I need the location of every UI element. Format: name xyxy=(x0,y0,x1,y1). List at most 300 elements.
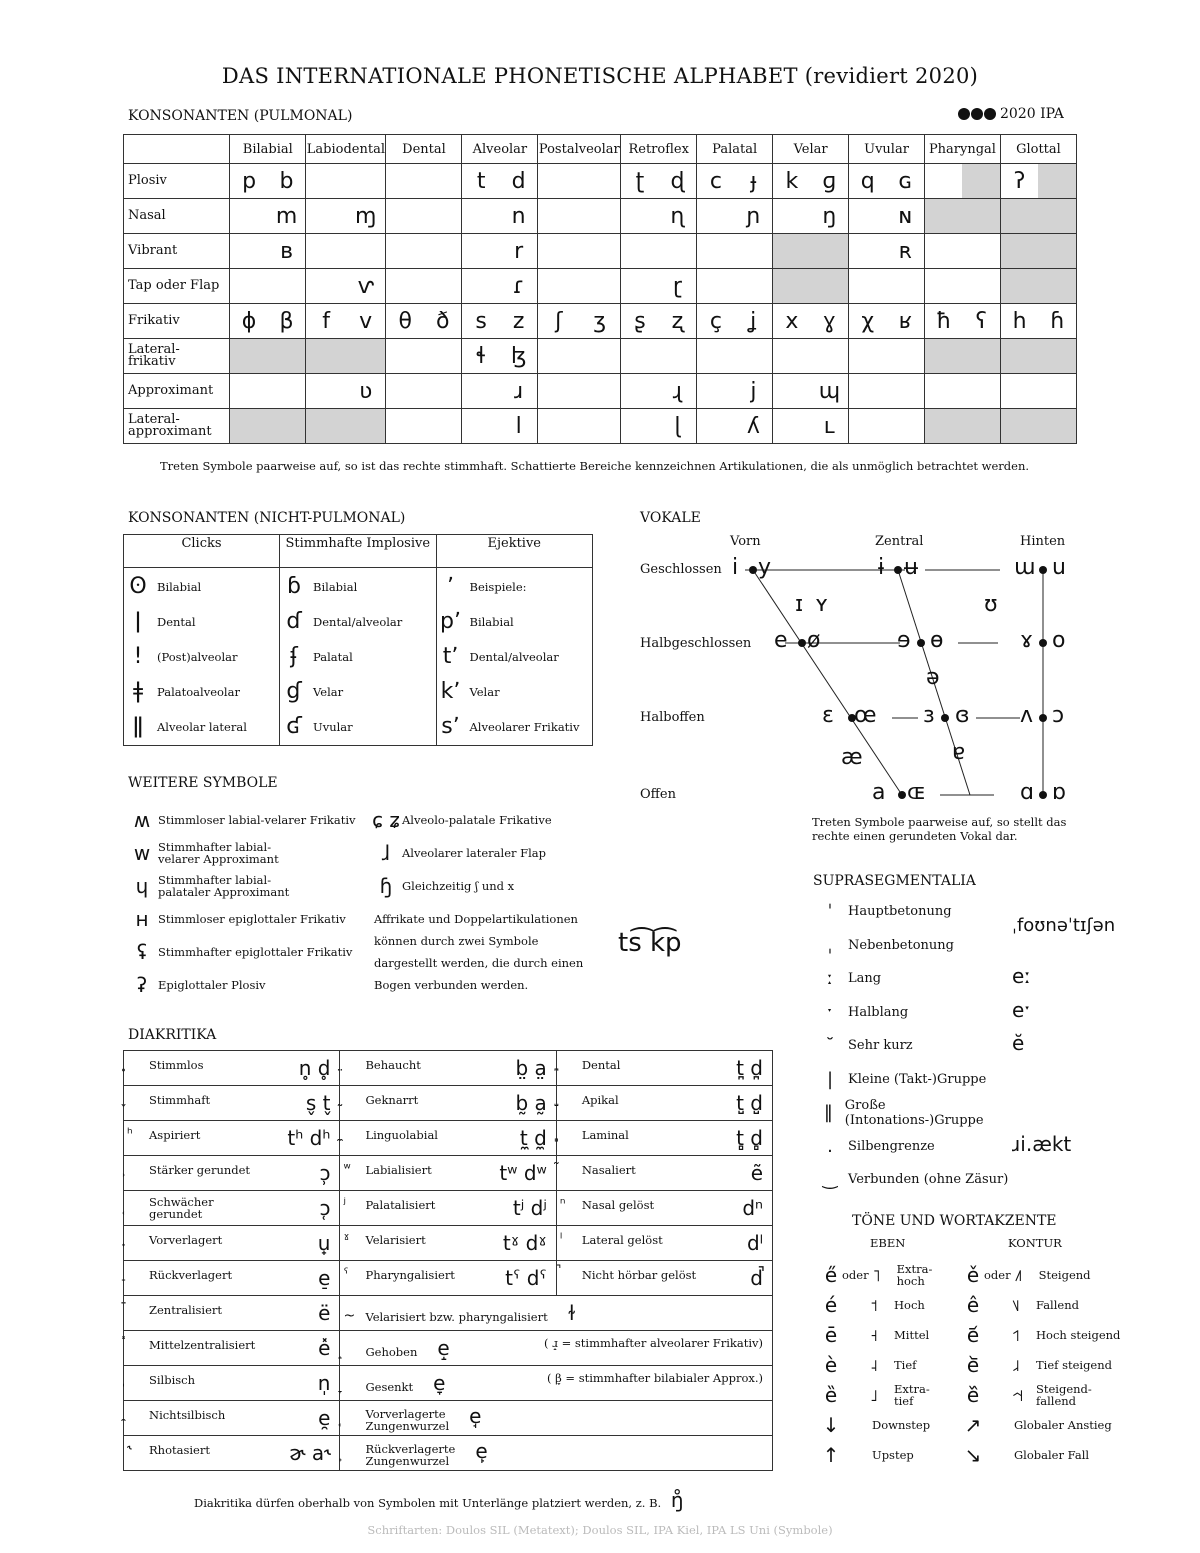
consonant-cell: ʒ xyxy=(579,304,620,339)
ipa-symbol: ɥ xyxy=(135,873,149,898)
consonant-cell xyxy=(579,339,620,374)
tone-label: Hoch steigend xyxy=(1036,1328,1121,1342)
consonant-cell xyxy=(849,409,887,444)
ipa-symbol: ʼ xyxy=(447,574,454,599)
consonant-cell xyxy=(887,269,925,304)
supra-item xyxy=(812,1096,1012,1130)
supra-list xyxy=(812,895,1012,1197)
diacritic-cell xyxy=(556,1051,772,1086)
supra-item xyxy=(812,996,1012,1030)
consonant-cell: ʕ xyxy=(962,304,1000,339)
supra-item xyxy=(812,962,1012,996)
consonant-cell xyxy=(773,269,811,304)
supra-heading: SUPRASEGMENTALIA xyxy=(813,873,976,889)
consonant-cell: θ xyxy=(386,304,424,339)
affricate-examples: ts͡ k͡p xyxy=(618,928,682,958)
item-label: Dental xyxy=(157,614,196,629)
diacritic-label: Nichtsilbisch xyxy=(149,1408,226,1422)
consonant-cell xyxy=(579,234,620,269)
consonant-cell: ɬ xyxy=(462,339,500,374)
consonant-cell xyxy=(268,339,306,374)
diacritic-label: Rückverlagert xyxy=(149,1268,233,1282)
consonant-cell xyxy=(1000,339,1038,374)
vowel-open-o: ɔ xyxy=(1052,703,1065,728)
consonant-cell xyxy=(268,374,306,409)
diacritic-example: t̼ d̼ xyxy=(519,1126,547,1150)
ejectives-header: Ejektive xyxy=(436,535,593,568)
consonant-cell xyxy=(1038,409,1076,444)
ipa-symbol: ʡ xyxy=(136,972,148,997)
nonpulmonic-heading: KONSONANTEN (NICHT-PULMONAL) xyxy=(128,510,406,526)
diacritic-label: Linguolabial xyxy=(365,1128,438,1142)
consonant-cell xyxy=(621,269,659,304)
nonpulmonic-item xyxy=(125,674,278,709)
tones-contour-label: KONTUR xyxy=(1008,1236,1062,1250)
supra-symbol: ˘ xyxy=(825,1035,835,1057)
item-label: Bilabial xyxy=(469,614,514,629)
ipa-symbol: ɓ xyxy=(287,574,301,599)
supra-symbol: ˌ xyxy=(827,934,833,956)
diacritic-mark: ˡ xyxy=(559,1231,563,1247)
tone-item xyxy=(962,1410,1132,1440)
col-header: Velar xyxy=(773,135,849,164)
ipa-symbol: ʄ xyxy=(290,644,298,669)
diacritic-example: dˡ xyxy=(746,1231,763,1255)
diacritics-heading: DIAKRITIKA xyxy=(128,1027,217,1043)
consonant-cell xyxy=(924,164,962,199)
diacritic-cell xyxy=(340,1051,556,1086)
diacritic-mark xyxy=(560,1266,582,1282)
consonant-cell xyxy=(924,199,962,234)
pulmonic-row xyxy=(124,164,1077,199)
tone-item xyxy=(962,1290,1132,1320)
diacritic-mark xyxy=(560,1126,582,1142)
diacritic-row xyxy=(124,1086,773,1121)
item-label: Dental/alveolar xyxy=(313,614,403,629)
diacritic-row xyxy=(124,1051,773,1086)
consonant-cell: ʂ xyxy=(621,304,659,339)
consonant-cell xyxy=(1038,339,1076,374)
tone-label: Tief xyxy=(894,1358,917,1372)
item-label: Stimmhafter labial- velarer Approximant xyxy=(158,839,279,866)
consonant-cell: ɢ xyxy=(887,164,925,199)
tone-item xyxy=(962,1350,1132,1380)
vowel-turned-script-a: ɒ xyxy=(1052,780,1066,805)
diacritic-label: Vorverlagerte Zungenwurzel xyxy=(365,1407,450,1433)
diacritic-row xyxy=(124,1261,773,1296)
diacritic-example: n̩ xyxy=(317,1371,331,1395)
row-label: Approximant xyxy=(124,374,230,409)
vowel-script-a: ɑ xyxy=(1020,780,1034,805)
ipa-symbol: ʛ xyxy=(286,714,302,739)
clicks-header: Clicks xyxy=(124,535,280,568)
diacritic-mark: ˠ xyxy=(343,1231,350,1247)
tone-letter: ˧ xyxy=(870,1325,878,1345)
vowel-note: Treten Symbole paarweise auf, so stellt das rechte einen gerundeten Vokal dar. xyxy=(812,815,1067,843)
diacritic-mark: ~ xyxy=(343,1308,356,1324)
consonant-cell: ɴ xyxy=(887,199,925,234)
col-header: Dental xyxy=(386,135,462,164)
consonant-cell: ɮ xyxy=(500,339,538,374)
ipa-symbol: ʢ xyxy=(136,939,148,964)
consonant-cell xyxy=(962,409,1000,444)
page-title: DAS INTERNATIONALE PHONETISCHE ALPHABET (revidiert 2020) xyxy=(221,64,979,88)
item-label: Bilabial xyxy=(157,579,202,594)
diacritic-label: Pharyngalisiert xyxy=(365,1268,455,1282)
consonant-cell xyxy=(811,339,849,374)
tone-item xyxy=(962,1440,1132,1470)
consonant-cell xyxy=(268,269,306,304)
tone-symbol: ê xyxy=(966,1293,980,1317)
consonant-cell xyxy=(579,199,620,234)
consonant-cell xyxy=(306,164,346,199)
consonant-cell xyxy=(230,374,268,409)
vowel-small-i: ɪ xyxy=(795,592,804,617)
consonant-cell: ʁ xyxy=(887,304,925,339)
consonant-cell xyxy=(424,409,462,444)
diacritic-cell xyxy=(340,1086,556,1121)
vowel-col-front: Vorn xyxy=(730,534,761,549)
col-header: Bilabial xyxy=(230,135,306,164)
item-label: Palatal xyxy=(313,649,353,664)
consonant-cell: ʀ xyxy=(887,234,925,269)
consonant-cell: ʝ xyxy=(735,304,773,339)
consonant-cell xyxy=(306,199,346,234)
diacritic-cell xyxy=(124,1261,340,1296)
diacritic-cell xyxy=(340,1296,773,1331)
consonant-cell xyxy=(962,164,1000,199)
diacritic-example: tˠ dˠ xyxy=(502,1231,547,1255)
consonant-cell: s xyxy=(462,304,500,339)
other-symbol-item xyxy=(372,869,602,902)
diacritic-mark xyxy=(343,1378,365,1394)
diacritic-label: Laminal xyxy=(581,1128,629,1142)
ipa-symbol: ʍ xyxy=(133,807,151,832)
other-symbol-item xyxy=(128,935,368,968)
consonant-cell: j xyxy=(735,374,773,409)
copyright-text: 2020 IPA xyxy=(1000,106,1064,122)
consonant-cell: q xyxy=(849,164,887,199)
supra-label: Kleine (Takt-)Gruppe xyxy=(848,1071,987,1087)
ipa-symbol: ǁ xyxy=(132,714,144,739)
ipa-symbol: tʼ xyxy=(442,644,459,669)
diacritic-example: e̽ xyxy=(318,1336,331,1360)
diacritic-cell xyxy=(340,1121,556,1156)
diacritic-example: ɔ̜ xyxy=(319,1196,331,1220)
stress-example: ˌfoʊnəˈtɪʃən xyxy=(1012,915,1116,936)
ipa-symbol: ǀ xyxy=(134,609,142,634)
diacritic-example: e̝ xyxy=(437,1336,450,1360)
ipa-symbol: pʼ xyxy=(440,609,461,634)
diacritic-label: Dental xyxy=(581,1058,621,1072)
diacritic-label: Behaucht xyxy=(365,1058,421,1072)
nonpulmonic-item xyxy=(438,639,592,674)
consonant-cell: b xyxy=(268,164,306,199)
implosives-column xyxy=(280,568,436,746)
vowel-e: e xyxy=(774,628,788,653)
diacritic-example: ɚ a˞ xyxy=(289,1441,331,1465)
diacritic-cell xyxy=(340,1226,556,1261)
diacritic-mark xyxy=(127,1266,149,1282)
consonant-cell: χ xyxy=(849,304,887,339)
tone-symbol: ↗ xyxy=(964,1413,982,1437)
consonant-cell xyxy=(346,339,386,374)
consonant-cell xyxy=(230,409,268,444)
cc-license-icon xyxy=(958,108,996,120)
consonant-cell: ŋ xyxy=(811,199,849,234)
pulmonic-row xyxy=(124,374,1077,409)
row-label: Plosiv xyxy=(124,164,230,199)
consonant-cell xyxy=(230,339,268,374)
consonant-cell xyxy=(538,339,579,374)
ipa-symbol: ɧ xyxy=(379,873,393,898)
diacritic-label: Schwächer gerundet xyxy=(149,1195,214,1221)
diacritic-cell xyxy=(124,1051,340,1086)
diacritic-mark xyxy=(560,1161,582,1177)
consonant-cell: r xyxy=(500,234,538,269)
diacritic-cell xyxy=(340,1261,556,1296)
vowel-barred-o: ɵ xyxy=(930,628,944,653)
diacritic-mark xyxy=(127,1231,149,1247)
diacritic-cell xyxy=(340,1191,556,1226)
diacritic-mark xyxy=(127,1091,149,1107)
tone-label: Upstep xyxy=(872,1448,914,1462)
diacritic-label: Stimmlos xyxy=(149,1058,204,1072)
tone-letter: ˥˩ xyxy=(1012,1295,1020,1315)
diacritic-cell xyxy=(340,1401,773,1436)
other-symbol-item xyxy=(372,836,602,869)
diacritic-mark xyxy=(127,1301,149,1317)
supra-example: ĕ xyxy=(1012,1031,1025,1055)
consonant-cell: ɰ xyxy=(811,374,849,409)
consonant-cell xyxy=(538,234,579,269)
diacritic-label: Rückverlagerte Zungenwurzel xyxy=(365,1442,456,1468)
pulmonic-table xyxy=(123,134,1077,444)
diacritic-label: Zentralisiert xyxy=(149,1303,223,1317)
consonant-cell xyxy=(962,339,1000,374)
diacritic-row xyxy=(124,1121,773,1156)
consonant-cell: ɲ xyxy=(735,199,773,234)
other-symbol-item xyxy=(128,869,368,902)
tone-letter: ˩˥ xyxy=(1014,1265,1023,1285)
vowel-u: u xyxy=(1052,555,1066,580)
vowel-rev-e: ɘ xyxy=(897,628,911,653)
other-symbol-item xyxy=(128,836,368,869)
consonant-cell: ɡ xyxy=(811,164,849,199)
consonant-cell: ʈ xyxy=(621,164,659,199)
consonant-cell xyxy=(849,269,887,304)
diacritic-example: e̘ xyxy=(469,1404,482,1428)
consonant-cell xyxy=(697,374,735,409)
other-left-list xyxy=(128,803,368,1001)
tone-symbol: ↓ xyxy=(822,1413,840,1437)
consonant-cell xyxy=(659,234,697,269)
tone-label: Fallend xyxy=(1036,1298,1079,1312)
tone-item xyxy=(962,1320,1132,1350)
consonant-cell xyxy=(621,234,659,269)
col-header: Uvular xyxy=(849,135,925,164)
consonant-cell xyxy=(924,409,962,444)
consonant-cell xyxy=(424,374,462,409)
tone-symbol: e᷄ xyxy=(966,1323,980,1347)
other-symbol-item xyxy=(372,803,602,836)
pulmonic-row xyxy=(124,409,1077,444)
tone-symbol: e̋ xyxy=(824,1263,838,1287)
row-label: Vibrant xyxy=(124,234,230,269)
diacritic-cell xyxy=(124,1401,340,1436)
tone-label: Extra- hoch xyxy=(896,1262,933,1288)
supra-label: Verbunden (ohne Zäsur) xyxy=(848,1172,1009,1188)
consonant-cell: ɻ xyxy=(659,374,697,409)
consonant-cell xyxy=(1038,234,1076,269)
vowel-schwa: ə xyxy=(926,665,940,690)
consonant-cell xyxy=(1000,234,1038,269)
consonant-cell: ɾ xyxy=(500,269,538,304)
consonant-cell xyxy=(849,199,887,234)
diacritic-label: Velarisiert bzw. pharyngalisiert xyxy=(365,1310,548,1324)
consonant-cell xyxy=(306,339,346,374)
tone-item xyxy=(820,1380,970,1410)
vowel-row-close: Geschlossen xyxy=(640,562,722,577)
consonant-cell xyxy=(230,234,268,269)
supra-item xyxy=(812,929,1012,963)
ipa-symbol: kʼ xyxy=(440,679,461,704)
diacritic-cell xyxy=(124,1156,340,1191)
diacritic-example: b̤ a̤ xyxy=(515,1056,547,1080)
diacritic-mark xyxy=(560,1056,582,1072)
consonant-cell xyxy=(811,234,849,269)
consonant-cell: ɹ xyxy=(500,374,538,409)
consonant-cell xyxy=(538,409,579,444)
diacritic-mark: ⁿ xyxy=(559,1196,566,1212)
consonant-cell xyxy=(962,374,1000,409)
consonant-cell xyxy=(773,234,811,269)
diacritic-example: t̺ d̺ xyxy=(736,1091,763,1115)
col-header: Glottal xyxy=(1000,135,1076,164)
item-label: Velar xyxy=(313,684,344,699)
supra-symbol: . xyxy=(827,1135,833,1157)
item-label: Velar xyxy=(469,684,500,699)
consonant-cell xyxy=(424,339,462,374)
ipa-symbol: sʼ xyxy=(441,714,460,739)
item-label: Epiglottaler Plosiv xyxy=(158,977,266,992)
copyright xyxy=(958,106,1064,122)
consonant-cell xyxy=(924,269,962,304)
consonant-cell xyxy=(697,199,735,234)
item-label: Bilabial xyxy=(313,579,358,594)
ipa-symbol: ʘ xyxy=(129,574,147,599)
pulmonic-row xyxy=(124,304,1077,339)
tone-letter: ˧˦˧ xyxy=(1012,1385,1024,1405)
diacritic-mark xyxy=(343,1126,365,1142)
item-label: Alveolarer lateraler Flap xyxy=(402,845,547,860)
tone-symbol: e᷈ xyxy=(966,1383,980,1407)
consonant-cell xyxy=(538,374,579,409)
vowel-o-slash: ø xyxy=(807,628,821,653)
item-label: Beispiele: xyxy=(469,579,527,594)
item-label: (Post)alveolar xyxy=(157,649,238,664)
consonant-cell xyxy=(773,374,811,409)
vowel-epsilon: ɛ xyxy=(822,703,834,728)
item-label: Stimmhafter labial- palataler Approximant xyxy=(158,872,290,899)
consonant-cell xyxy=(1038,164,1076,199)
diacritic-example: e̙ xyxy=(475,1439,488,1463)
diacritic-example: ɫ xyxy=(567,1301,576,1325)
consonant-cell: ʃ xyxy=(538,304,579,339)
nonpulmonic-item xyxy=(125,709,278,744)
consonant-cell xyxy=(230,199,268,234)
tone-letter: ˨ xyxy=(870,1355,878,1375)
consonant-cell xyxy=(621,339,659,374)
tone-letter: ˩ xyxy=(870,1385,878,1405)
diacritic-example: dⁿ xyxy=(742,1196,763,1220)
consonant-cell xyxy=(462,234,500,269)
consonant-cell xyxy=(621,409,659,444)
tone-item xyxy=(820,1350,970,1380)
vowel-ash: æ xyxy=(841,745,863,770)
other-symbol-item xyxy=(128,968,368,1001)
nonpulmonic-item xyxy=(438,674,592,709)
tone-label: Tief steigend xyxy=(1036,1358,1113,1372)
vowel-upsilon: ʊ xyxy=(984,592,998,617)
tone-item xyxy=(820,1260,970,1290)
consonant-cell xyxy=(887,409,925,444)
consonant-cell xyxy=(306,374,346,409)
consonant-cell xyxy=(346,234,386,269)
consonant-cell xyxy=(386,409,424,444)
consonant-cell xyxy=(1000,374,1038,409)
diacritic-extra: ( β̞ = stimmhafter bilabialer Approx.) xyxy=(546,1371,763,1385)
ipa-symbol: ǃ xyxy=(134,644,142,669)
diacritic-mark xyxy=(127,1161,149,1177)
consonant-cell xyxy=(773,339,811,374)
consonant-cell xyxy=(773,199,811,234)
tones-level-list xyxy=(820,1260,970,1470)
diacritic-label: Nasal gelöst xyxy=(581,1198,655,1212)
consonant-cell: ⱱ xyxy=(346,269,386,304)
diacritic-example: u̟ xyxy=(317,1231,331,1255)
supra-symbol: ˈ xyxy=(827,901,833,923)
consonant-cell: ʋ xyxy=(346,374,386,409)
consonant-cell: ɱ xyxy=(346,199,386,234)
vowel-turned-m: ɯ xyxy=(1014,555,1036,580)
consonant-cell: x xyxy=(773,304,811,339)
consonant-cell xyxy=(424,199,462,234)
consonant-cell xyxy=(538,164,579,199)
consonant-cell: l xyxy=(500,409,538,444)
diacritic-mark xyxy=(127,1371,149,1387)
diacritic-cell xyxy=(556,1261,772,1296)
vowel-turned-a: ɐ xyxy=(952,740,966,765)
consonant-cell xyxy=(306,269,346,304)
diacritic-cell xyxy=(124,1191,340,1226)
supra-label: Nebenbetonung xyxy=(848,937,954,953)
consonant-cell: z xyxy=(500,304,538,339)
supra-symbol: ː xyxy=(826,968,834,990)
supra-label: Lang xyxy=(848,971,882,987)
affricate-note: Affrikate und Doppelartikulationen können durch zwei Symbole dargestellt werden, die durch einen Bogen verbunden werden. xyxy=(374,912,584,992)
vowel-barred-i: ɨ xyxy=(878,555,885,580)
consonant-cell: ç xyxy=(697,304,735,339)
tone-label: Globaler Anstieg xyxy=(1014,1418,1112,1432)
diacritic-cell xyxy=(124,1366,340,1401)
vowel-i: i xyxy=(732,555,739,580)
consonant-cell: ɖ xyxy=(659,164,697,199)
diacritic-cell xyxy=(124,1086,340,1121)
pulmonic-note: Treten Symbole paarweise auf, so ist das rechte stimmhaft. Schattierte Bereiche kennzeichnen Artikulationen, die als unmöglich betrachtet werden. xyxy=(160,459,1030,473)
vowels-heading: VOKALE xyxy=(640,510,701,526)
diacritic-row xyxy=(124,1436,773,1471)
